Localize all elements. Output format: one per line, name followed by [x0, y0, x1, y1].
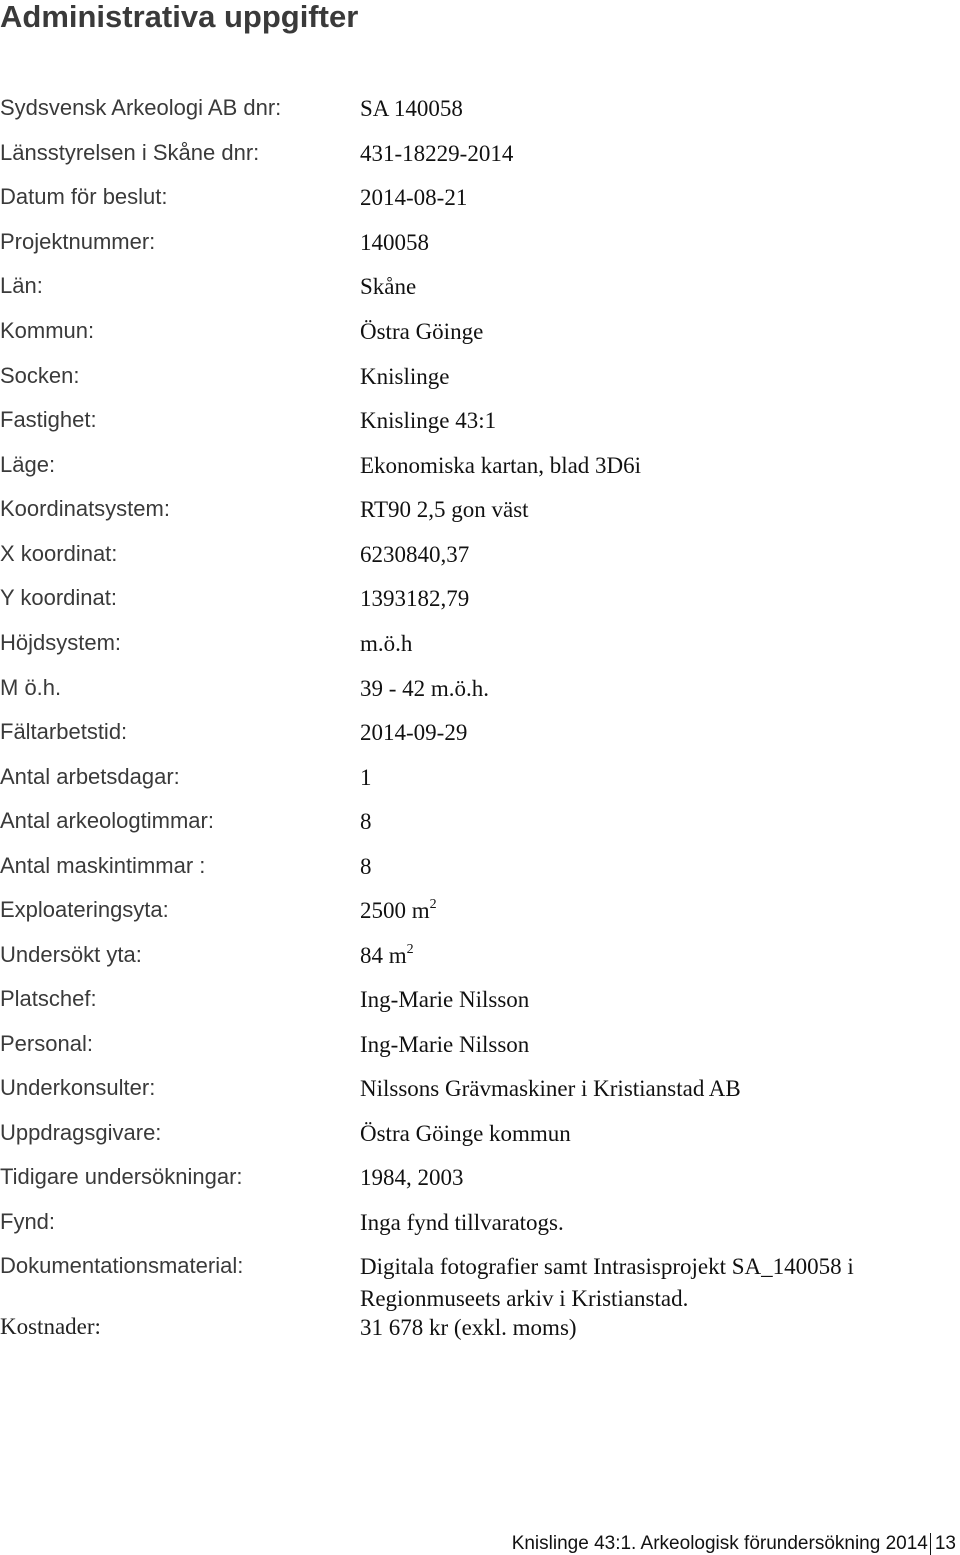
info-row-personal: [0, 1029, 960, 1069]
row-label: Koordinatsystem:: [0, 496, 170, 521]
superscript: 2: [429, 897, 437, 912]
row-label: Y koordinat:: [0, 585, 118, 610]
page-number: 13: [930, 1533, 956, 1555]
row-label: Tidigare undersökningar:: [0, 1164, 243, 1189]
row-value: Knislinge 43:1: [360, 408, 497, 433]
row-value: Östra Göinge kommun: [360, 1121, 571, 1146]
row-value: SA 140058: [360, 96, 463, 121]
info-row-fastighet: [0, 405, 960, 445]
row-label: Län:: [0, 273, 43, 298]
info-row-underkonsulter: [0, 1073, 960, 1113]
row-label: Antal maskintimmar :: [0, 853, 206, 878]
info-row-dokumentationsmaterial: [0, 1251, 960, 1315]
info-row-hojdsystem: [0, 628, 960, 668]
row-label: Fastighet:: [0, 407, 97, 432]
info-row-lansstyrelsen-dnr: [0, 138, 960, 178]
row-label: M ö.h.: [0, 675, 62, 700]
row-value: Knislinge: [360, 364, 450, 389]
info-row-lan: [0, 271, 960, 311]
row-value-line2: Regionmuseets arkiv i Kristianstad.: [360, 1286, 689, 1311]
row-label: Höjdsystem:: [0, 630, 122, 655]
row-value: [360, 940, 414, 971]
row-label: Datum för beslut:: [0, 184, 168, 209]
page-title: Administrativa uppgifter: [0, 0, 359, 34]
row-value: 140058: [360, 230, 429, 255]
row-value: 6230840,37: [360, 542, 470, 567]
info-row-y-koordinat: [0, 583, 960, 623]
info-row-arkeologtimmar: [0, 806, 960, 846]
row-label: Exploateringsyta:: [0, 897, 169, 922]
row-value: Digitala fotografier samt Intrasisprojekt SA_140058 i: [360, 1254, 854, 1279]
info-row-lage: [0, 450, 960, 490]
info-row-exploateringsyta: [0, 895, 960, 935]
row-label: Sydsvensk Arkeologi AB dnr:: [0, 95, 282, 120]
row-value: 1393182,79: [360, 586, 470, 611]
row-label: Underkonsulter:: [0, 1075, 156, 1100]
row-label: Kostnader:: [0, 1314, 101, 1339]
row-label: Antal arkeologtimmar:: [0, 808, 214, 833]
page-footer: [512, 1533, 956, 1555]
value-text: 84 m: [360, 943, 407, 968]
info-row-sa-dnr: [0, 93, 960, 133]
row-label: Dokumentationsmaterial:: [0, 1253, 244, 1278]
row-value: Östra Göinge: [360, 319, 484, 344]
footer-text: Knislinge 43:1. Arkeologisk förundersökning 2014: [511, 1533, 928, 1554]
info-row-kommun: [0, 316, 960, 356]
row-value: m.ö.h: [360, 631, 413, 656]
row-label: Länsstyrelsen i Skåne dnr:: [0, 140, 260, 165]
row-value: 2014-09-29: [360, 720, 468, 745]
row-label: Uppdragsgivare:: [0, 1120, 162, 1145]
info-row-socken: [0, 361, 960, 401]
row-label: Personal:: [0, 1031, 93, 1056]
row-value: 8: [360, 809, 372, 834]
info-row-m-oh: [0, 673, 960, 713]
info-row-undersokt-yta: [0, 940, 960, 980]
row-value: 1: [360, 765, 372, 790]
value-text: 2500 m: [360, 898, 430, 923]
info-row-fynd: [0, 1207, 960, 1247]
row-value: 31 678 kr (exkl. moms): [360, 1315, 577, 1340]
info-row-x-koordinat: [0, 539, 960, 579]
row-value: 431-18229-2014: [360, 141, 514, 166]
row-value: Ing-Marie Nilsson: [360, 987, 530, 1012]
row-value: 1984, 2003: [360, 1165, 464, 1190]
row-value: 39 - 42 m.ö.h.: [360, 676, 490, 701]
row-value: 8: [360, 854, 372, 879]
info-row-tidigare-undersokningar: [0, 1162, 960, 1202]
info-row-kostnader: [0, 1312, 960, 1352]
row-value: Ing-Marie Nilsson: [360, 1032, 530, 1057]
row-label: X koordinat:: [0, 541, 118, 566]
superscript: 2: [406, 942, 414, 957]
row-value: Inga fynd tillvaratogs.: [360, 1210, 564, 1235]
info-row-koordinatsystem: [0, 494, 960, 534]
row-label: Socken:: [0, 363, 80, 388]
info-row-maskintimmar: [0, 851, 960, 891]
row-value: [360, 895, 437, 926]
row-value: RT90 2,5 gon väst: [360, 497, 529, 522]
row-value: Nilssons Grävmaskiner i Kristianstad AB: [360, 1076, 741, 1101]
info-row-faltarbetstid: [0, 717, 960, 757]
row-label: Fältarbetstid:: [0, 719, 128, 744]
row-value: Ekonomiska kartan, blad 3D6i: [360, 453, 642, 478]
info-row-arbetsdagar: [0, 762, 960, 802]
row-label: Läge:: [0, 452, 56, 477]
info-row-projektnummer: [0, 227, 960, 267]
row-label: Undersökt yta:: [0, 942, 142, 967]
row-value: Skåne: [360, 274, 417, 299]
row-label: Antal arbetsdagar:: [0, 764, 180, 789]
row-label: Platschef:: [0, 986, 97, 1011]
row-label: Fynd:: [0, 1209, 56, 1234]
row-label: Kommun:: [0, 318, 95, 343]
row-value: 2014-08-21: [360, 185, 468, 210]
info-row-platschef: [0, 984, 960, 1024]
info-row-datum-beslut: [0, 182, 960, 222]
info-row-uppdragsgivare: [0, 1118, 960, 1158]
row-label: Projektnummer:: [0, 229, 156, 254]
